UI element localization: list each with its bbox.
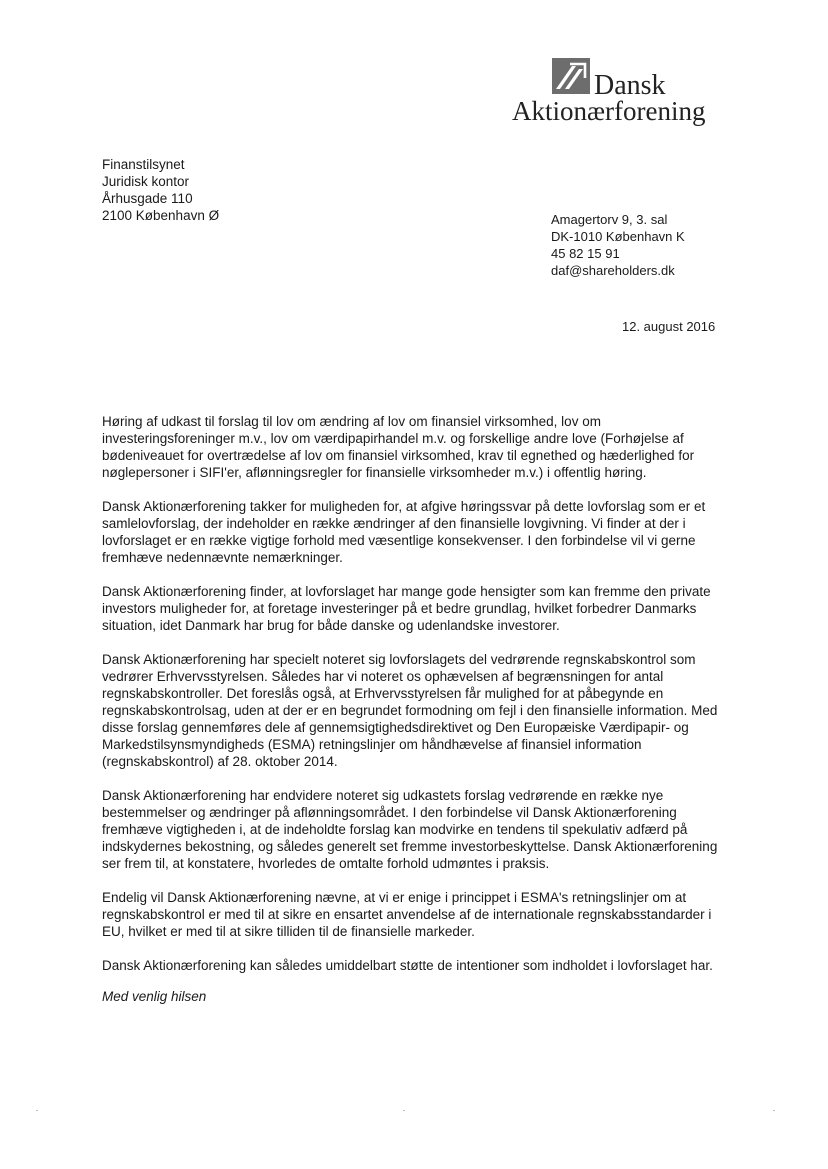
sender-line: DK-1010 København K bbox=[551, 229, 685, 244]
sender-email: daf@shareholders.dk bbox=[551, 263, 675, 278]
logo-text-line1: Dansk bbox=[594, 70, 666, 101]
recipient-line: 2100 København Ø bbox=[102, 208, 220, 223]
recipient-line: Finanstilsynet bbox=[102, 157, 185, 172]
recipient-address bbox=[102, 156, 219, 224]
body-paragraph: Dansk Aktionærforening har specielt noteret sig lovforslagets del vedrørende regnskabskontrol som vedrører Erhvervsstyrelsen. Således har vi noteret os ophævelsen af begrænsningen for antal regnskabskontroller. Det foreslås også, at Erhvervsstyrelsen får mulighed for at påbegynde en regnskabskontrolsag, uden at der er en begrundet formodning om fejl i den finansielle information. Med disse forslag gennemføres dele af gennemsigtighedsdirektivet og Den Europæiske Værdipapir- og Markedstilsynsmyndigheds (ESMA) retningslinjer om håndhævelse af finansiel information (regnskabskontrol) af 28. oktober 2014. bbox=[102, 652, 718, 769]
body-paragraph: Dansk Aktionærforening finder, at lovforslaget har mange gode hensigter som kan fremme den private investors muligheder for, at foretage investeringer på et bedre grundlag, hvilket forbedrer Danmarks situation, idet Danmark har brug for både danske og udenlandske investorer. bbox=[102, 584, 711, 633]
letter-date: 12. august 2016 bbox=[622, 319, 716, 334]
body-paragraph: Dansk Aktionærforening takker for muligheden for, at afgive høringssvar på dette lovforslag som er et samlelovforslag, der indeholder en række ændringer af den finansielle lovgivning. Vi finder at der i lovforslaget er en række vigtige forhold med væsentlige konsekvenser. I den forbindelse vil vi gerne fremhæve nedennævnte nemærkninger. bbox=[102, 499, 706, 565]
scan-speck bbox=[36, 1110, 38, 1111]
recipient-line: Juridisk kontor bbox=[102, 174, 190, 189]
body-paragraph: Dansk Aktionærforening har endvidere noteret sig udkastets forslag vedrørende en række nye bestemmelser og ændringer på aflønningsområdet. I den forbindelse vil Dansk Aktionærforening fremhæve vigtigheden i, at de indeholdte forslag kan modvirke en tendens til spekulativ adfærd på indskydernes bekostning, og således generelt set fremme investorbeskyttelse. Dansk Aktionærforening ser frem til, at konstatere, hvorledes de omtalte forhold udmøntes i praksis. bbox=[102, 788, 718, 871]
sender-line: Amagertorv 9, 3. sal bbox=[551, 212, 668, 227]
scan-speck bbox=[403, 1110, 405, 1111]
scan-speck bbox=[773, 1110, 775, 1111]
body-paragraph: Endelig vil Dansk Aktionærforening nævne, at vi er enige i princippet i ESMA's retningslinjer om at regnskabskontrol er med til at sikre en ensartet anvendelse af de internationale regnskabsstandarder i EU, hvilket er med til at sikre tilliden til de finansielle markeder. bbox=[102, 890, 712, 939]
body-paragraph: Dansk Aktionærforening kan således umiddelbart støtte de intentioner som indholdet i lovforslaget har. bbox=[102, 958, 713, 973]
subject-paragraph: Høring af udkast til forslag til lov om ændring af lov om finansiel virksomhed, lov om investeringsforeninger m.v., lov om værdipapirhandel m.v. og forskellige andre love (Forhøjelse af bødeniveauet for overtrædelse af lov om finansiel virksomhed, krav til egnethed og hæderlighed for nøglepersoner i SIFI'er, aflønningsregler for finansielle virksomheder m.v.) i offentlig høring. bbox=[102, 414, 695, 480]
logo-text-line2: Aktionærforening bbox=[512, 96, 706, 126]
closing-salutation: Med venlig hilsen bbox=[102, 989, 207, 1004]
sender-address bbox=[551, 211, 685, 279]
sender-line: 45 82 15 91 bbox=[551, 246, 620, 261]
organization-logo bbox=[512, 58, 727, 128]
letter-body bbox=[102, 413, 727, 991]
recipient-line: Århusgade 110 bbox=[102, 191, 193, 206]
logo-mark-icon bbox=[552, 58, 590, 94]
